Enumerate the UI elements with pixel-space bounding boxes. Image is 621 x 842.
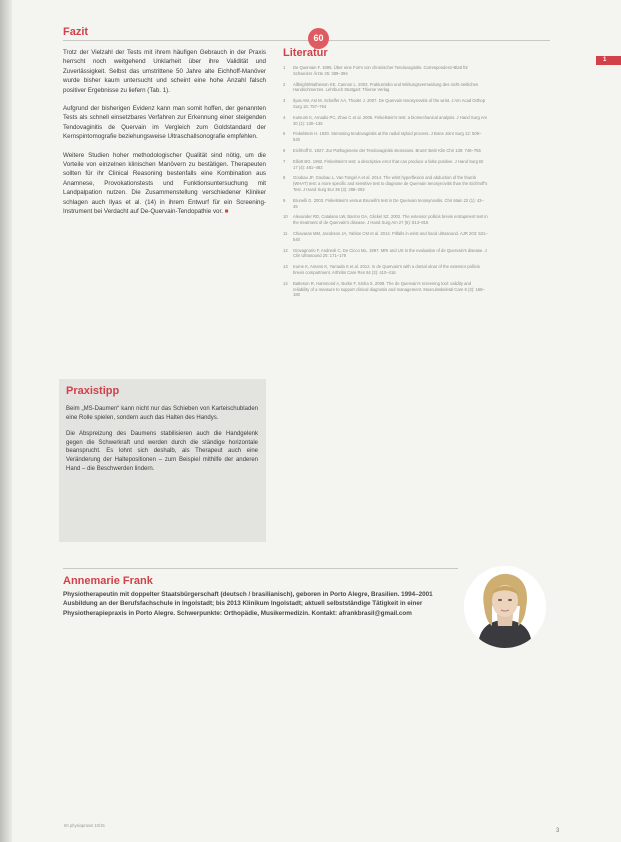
reference-item (283, 65, 488, 77)
reference-item (283, 248, 488, 260)
author-name: Annemarie Frank (63, 575, 153, 587)
praxistipp-box (59, 379, 266, 542)
praxistipp-paragraph-2: Die Abspreizung des Daumens stabilisieren auch die Handgelenk gegen die Schwerkraft und werden durch die ständige horizontale beansprucht. Es lohnt sich deshalb, als Therapeut auch eine Veränderung der Haltepositionen – zum Beispiel mithilfe der anderen Hand – die Beschwerden lindern. (66, 431, 258, 472)
reference-item (283, 214, 488, 226)
reference-item (283, 148, 488, 154)
page-corner-mark: 3 (556, 828, 560, 834)
praxistipp-body (66, 405, 258, 481)
fazit-paragraph-1: Trotz der Vielzahl der Tests mit ihrem häufigen Gebrauch in der Praxis herrscht noch weitgehend Unklarheit über ihre Validität und Zuverlässigkeit. Selbst das umstrittene 50 Jahre alte Eichhoff-Manöver wurde bisher kaum untersucht und scheint eine hohe Anzahl falsch positiver Ergebnisse zu liefern (Tab. 1). (63, 49, 266, 94)
reference-text: Goubau JF, Goubau L, Van Tongel A et al. 2014. The wrist hyperflexion and abduction of the thumb (WHAT) test: a more specific and sensitive test to diagnose de Quervain tenosynovitis than the Eichhoff's Test. J Hand Surg Eur 39 (3): 286–292 (293, 175, 488, 192)
reference-number: 5 (283, 131, 286, 137)
section-tab (596, 56, 621, 65)
reference-item (283, 131, 488, 143)
page-edge-shadow (0, 0, 12, 842)
fazit-paragraph-3-text: Weitere Studien hoher methodologischer Qualität sind nötig, um die Vorteile von einzelnen klinischen Manövern zu bestätigen. Therapeuten sollten für ihr Clinical Reasoning bestenfalls eine Kombination aus Anamnese, Provokationstests und Funktionsuntersuchung mit Landpalpation nutzen. Die Zusammenstellung verschiedener Kliniker schlagen auch Ilyas et al. (14) in ihrem Entwurf für ein Screening-Instrument bei Verdacht auf De-Quervain-Tendopathie vor. (63, 151, 266, 216)
reference-text: Batteson R, Hammond A, Burke F, Sinha S. 2008. The de Quervain's screening tool: validity and reliability of a measure to support clinical diagnosis and management. Musculoskeletal Care 6 (3): 168–180 (293, 280, 485, 298)
reference-item (283, 281, 488, 298)
reference-number: 12 (283, 247, 288, 253)
reference-text: Eichhoff E. 1927. Zur Pathogenese der Tendovaginitis stenosans. Bruns' Beitr Klin Chir 139: 746–755 (293, 147, 481, 153)
reference-number: 1 (283, 65, 286, 70)
reference-text: Elliott BG. 1992. Finkelstein's test: a descriptive error that can produce a false positive. J Hand Surg Br 17 (4): 481–482 (293, 158, 484, 170)
reference-text: Giovagnorio F, Andreoli C, De Cicco ML. 1997. MRI and US in the evaluation of de Quervain's disease. J Clin Ultrasound 25: 171–176 (293, 247, 487, 259)
reference-number: 6 (283, 147, 286, 153)
reference-item (283, 175, 488, 192)
author-portrait-icon (464, 566, 546, 648)
reference-number: 14 (283, 280, 288, 286)
reference-list (283, 65, 488, 303)
literatur-heading: Literatur (283, 47, 328, 59)
page-number-badge: 60 (308, 28, 329, 49)
reference-number: 3 (283, 98, 286, 104)
reference-number: 8 (283, 175, 286, 181)
reference-item (283, 82, 488, 94)
top-rule (63, 40, 550, 41)
section-tab-label: 1 (603, 57, 607, 63)
reference-text: Kume K, Amano K, Yamada S et al. 2012. In de Quervain's with a dorsal ulnar of the extensor pollicis brevis compartment. Arthritis Care Res 64 (3): 410–416 (293, 264, 480, 275)
reference-number: 2 (283, 81, 286, 87)
fazit-heading: Fazit (63, 26, 89, 38)
end-mark-icon: ■ (224, 208, 229, 216)
reference-item (283, 264, 488, 276)
reference-text: Kutsumi K, Amadio PC, Zhao C et al. 2005. Finkelstein's test: a biomechanical analysis. J Hand Surg Am 30 (1): 130–135 (293, 114, 487, 126)
reference-text: Ilyas AM, Ast M, Schaffer AA, Thoder J. 2007. De Quervain tenosynovitis of the wrist. J Am Acad Orthop Surg 15: 757–764 (293, 98, 486, 109)
reference-number: 10 (283, 214, 288, 220)
reference-item (283, 231, 488, 243)
reference-text: Allbright/Mathieson KE, Cannon L. 2003. Frakturrisiko und Wirkungsvermeidung des nicht-zeitlichen Handschmerzes. Lehrbuch Stuttgart: Thieme Verlag (293, 81, 479, 93)
reference-item (283, 98, 488, 110)
reference-text: Brunelli G. 2003. Finkelstein's versus Brunelli's test in De Quervain tenosynovitis. Chir Main 22 (1): 43–45 (293, 197, 484, 209)
fazit-paragraph-3 (63, 151, 266, 217)
reference-item (283, 198, 488, 210)
reference-item (283, 115, 488, 127)
reference-number: 13 (283, 264, 288, 270)
reference-text: Finkelstein H. 1930. Stenosing tendovaginitis at the radial styloid process. J Bone Joint Surg 12: 509–540 (293, 131, 482, 143)
praxistipp-paragraph-1: Beim „MS-Daumen“ kann nicht nur das Schieben von Karteischubladen eine Rolle spielen, sondern auch das Halten des Handys. (66, 406, 258, 421)
reference-text: Chiavaras MM, Jacobson JA, Yablon CM et al. 2014. Pitfalls in wrist and hand ultrasound. AJR 203: 531–540 (293, 230, 488, 242)
reference-number: 9 (283, 197, 286, 203)
reference-number: 4 (283, 114, 286, 120)
reference-text: Alexander RD, Catalano LW, Barron OA, Glickel SZ. 2002. The extensor pollicis brevis entrapment test in the treatment of de Quervain's disease. J Hand Surg Am 27 (5): 813–816 (293, 214, 488, 226)
author-bio: Physiotherapeutin mit doppelter Staatsbürgerschaft (deutsch / brasilianisch), geboren in Porto Alegre, Brasilien. 1994–2001 Ausbildung an der Berufsfachschule in Ingolstadt; bis 2013 Klinikum Ingolstadt; aktuell selbstständige Tätigkeit in einer Physiotherapiepraxis in Porto Alegre. Schwerpunkte: Orthopädie, Musikermedizin. Kontakt: afrankbrasil@gmail.com (63, 591, 433, 617)
reference-item (283, 159, 488, 171)
page-footer: 60 physiopraxis 10/15 (64, 823, 105, 828)
praxistipp-heading: Praxistipp (66, 385, 120, 397)
reference-number: 11 (283, 230, 288, 236)
reference-number: 7 (283, 158, 286, 164)
author-rule (63, 568, 458, 569)
reference-text: De Quervain F. 1895. Über eine Form von chronischer Tendovaginitis. Correspondenz-Blatt für Schweizer Ärzte 25: 389–394 (293, 65, 468, 76)
author-photo (464, 566, 546, 648)
fazit-body (63, 48, 266, 226)
fazit-paragraph-2: Aufgrund der bisherigen Evidenz kann man somit hoffen, der genannten Tests als schnell einsetzbares Verfahren zur Erkennung einer steigenden Tendovaginitis de Quervain im Vergleich zum Goldstandard der Kernspintomografie beziehungsweise Ultraschallsonografie empfehlen. (63, 105, 266, 141)
